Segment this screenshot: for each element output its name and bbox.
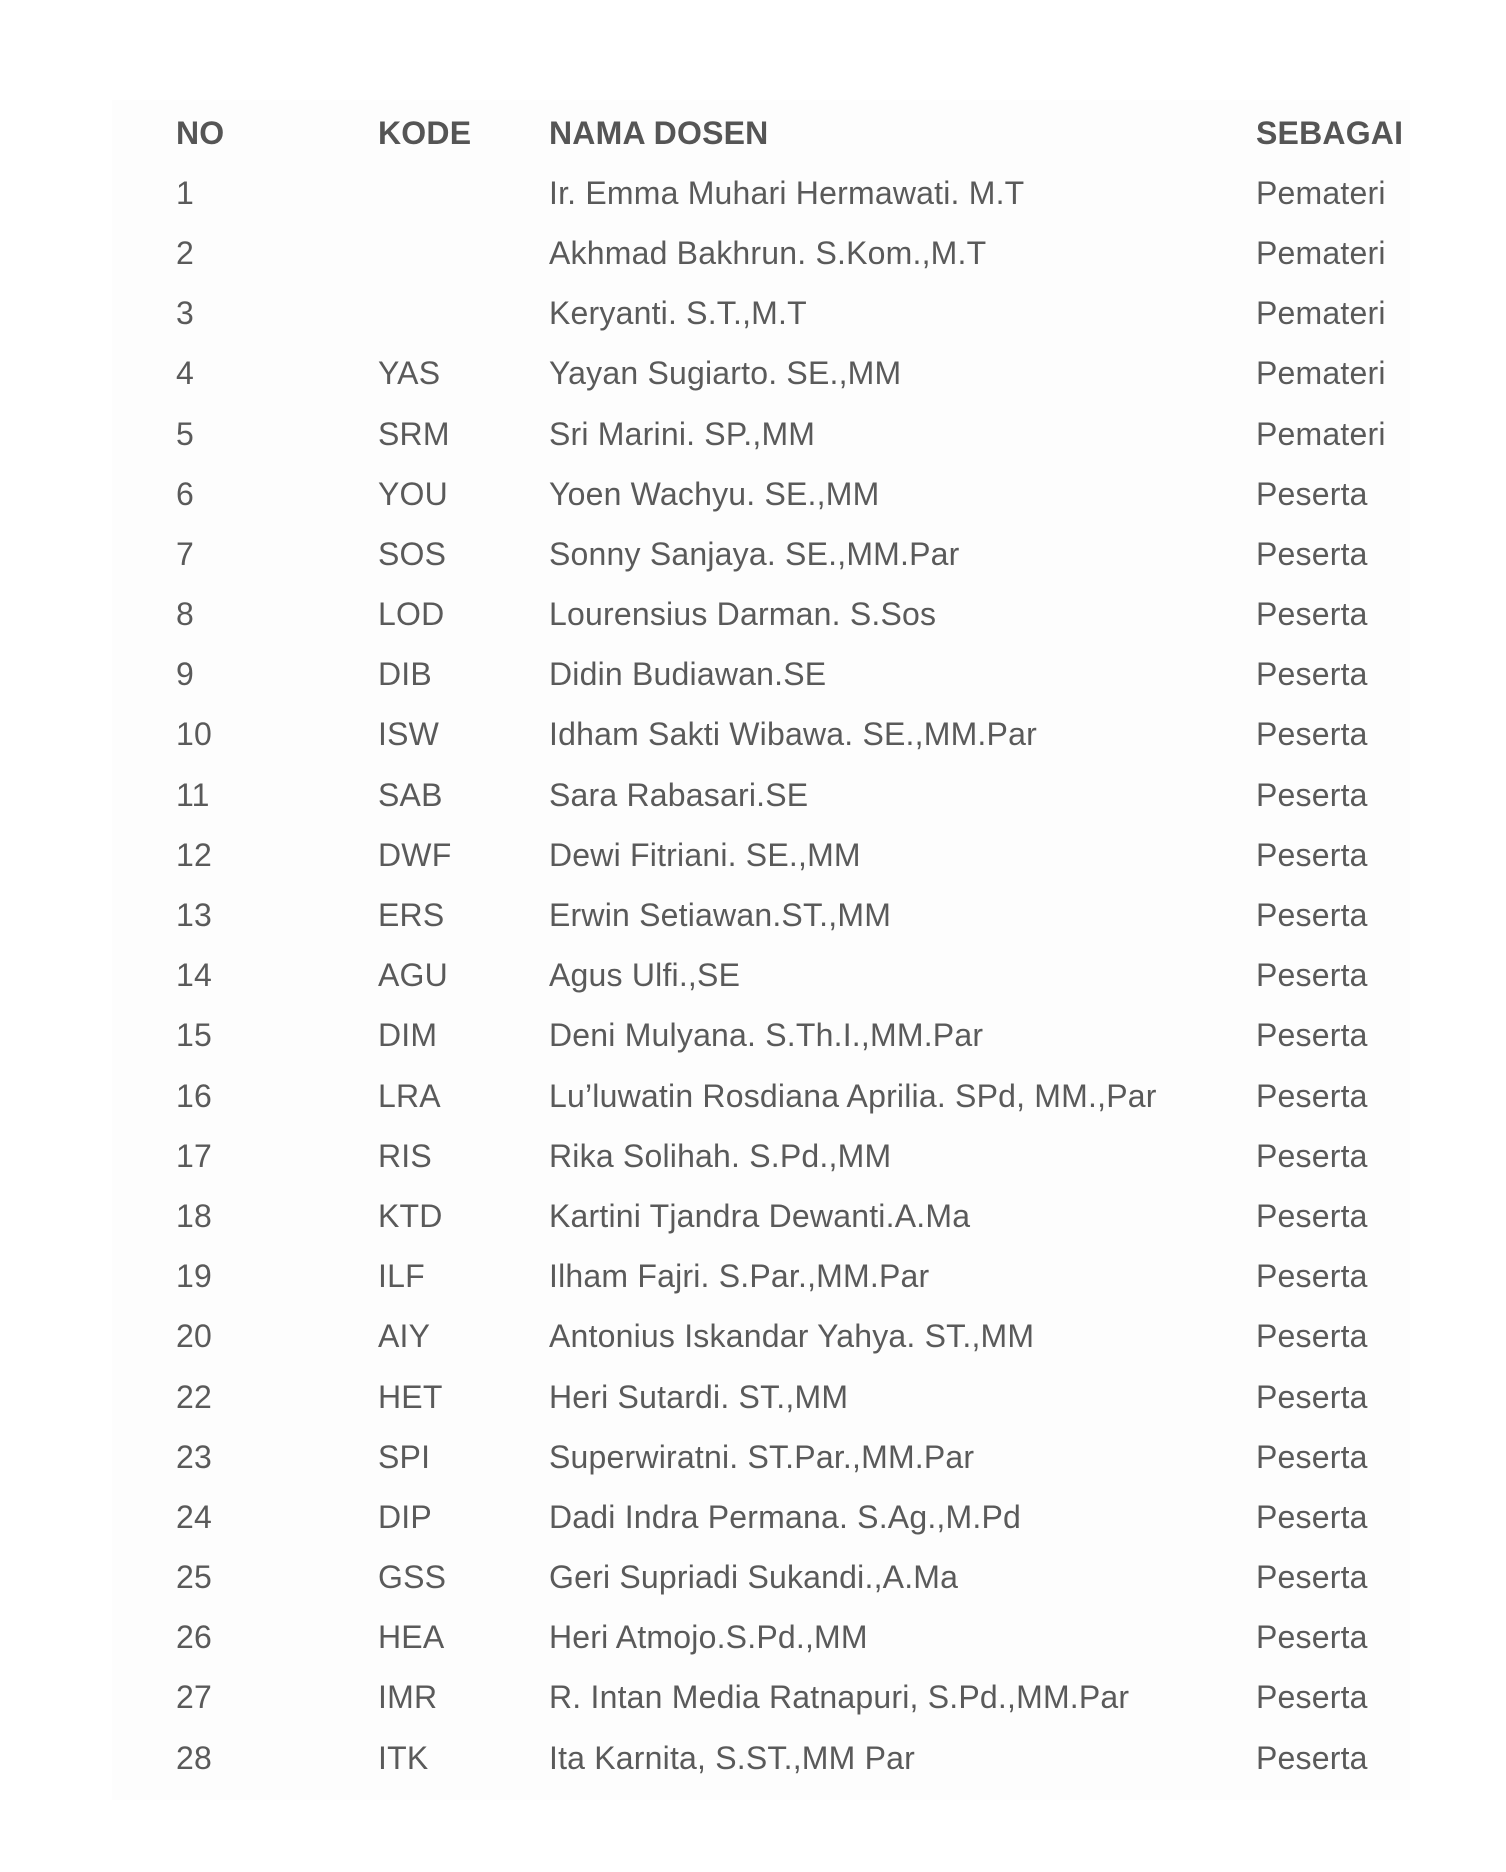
cell-no: 4 <box>176 355 194 392</box>
cell-nama-dosen: R. Intan Media Ratnapuri, S.Pd.,MM.Par <box>549 1679 1130 1716</box>
cell-nama-dosen: Yoen Wachyu. SE.,MM <box>549 475 880 512</box>
table-row <box>176 585 1406 645</box>
cell-no: 3 <box>176 295 194 332</box>
cell-no: 9 <box>176 656 194 693</box>
cell-sebagai: Peserta <box>1256 1378 1368 1415</box>
cell-sebagai: Peserta <box>1256 596 1368 633</box>
cell-nama-dosen: Lu’luwatin Rosdiana Aprilia. SPd, MM.,Par <box>549 1077 1157 1114</box>
cell-no: 11 <box>176 776 210 813</box>
header-sebagai: SEBAGAI <box>1256 114 1404 151</box>
cell-kode: DIP <box>378 1498 432 1535</box>
cell-no: 18 <box>176 1197 212 1234</box>
cell-kode <box>378 163 549 223</box>
cell-nama-dosen: Akhmad Bakhrun. S.Kom.,M.T <box>549 234 987 271</box>
cell-no: 7 <box>176 535 194 572</box>
cell-kode: GSS <box>378 1559 447 1596</box>
cell-no: 8 <box>176 596 194 633</box>
table-row <box>176 825 1406 885</box>
cell-no: 25 <box>176 1559 212 1596</box>
cell-nama-dosen: Antonius Iskandar Yahya. ST.,MM <box>549 1318 1035 1355</box>
cell-nama-dosen: Kartini Tjandra Dewanti.A.Ma <box>549 1197 971 1234</box>
cell-sebagai: Pemateri <box>1256 295 1386 332</box>
table-row <box>176 705 1406 765</box>
table-row <box>176 1307 1406 1367</box>
cell-sebagai: Pemateri <box>1256 355 1386 392</box>
cell-no: 5 <box>176 415 194 452</box>
cell-nama-dosen: Erwin Setiawan.ST.,MM <box>549 897 892 934</box>
cell-nama-dosen: Ir. Emma Muhari Hermawati. M.T <box>549 174 1025 211</box>
cell-kode: ISW <box>378 716 440 753</box>
cell-no: 17 <box>176 1137 212 1174</box>
lecturer-table <box>176 103 1406 1788</box>
cell-nama-dosen: Dadi Indra Permana. S.Ag.,M.Pd <box>549 1498 1021 1535</box>
cell-nama-dosen: Rika Solihah. S.Pd.,MM <box>549 1137 892 1174</box>
table-row <box>176 223 1406 283</box>
cell-no: 28 <box>176 1739 212 1776</box>
cell-kode: SPI <box>378 1438 431 1475</box>
table-header-row <box>176 103 1406 163</box>
table-row <box>176 1367 1406 1427</box>
table-row <box>176 163 1406 223</box>
table-row <box>176 1126 1406 1186</box>
table-body <box>176 163 1406 1788</box>
cell-sebagai: Peserta <box>1256 1077 1368 1114</box>
table-row <box>176 1247 1406 1307</box>
cell-sebagai: Peserta <box>1256 1559 1368 1596</box>
cell-kode: RIS <box>378 1137 432 1174</box>
table-row <box>176 1608 1406 1668</box>
cell-kode: DWF <box>378 836 452 873</box>
cell-nama-dosen: Keryanti. S.T.,M.T <box>549 295 807 332</box>
table-row <box>176 1668 1406 1728</box>
cell-no: 15 <box>176 1017 212 1054</box>
table-row <box>176 645 1406 705</box>
table-row <box>176 1066 1406 1126</box>
table-row <box>176 1006 1406 1066</box>
cell-no: 16 <box>176 1077 212 1114</box>
cell-kode: AGU <box>378 957 448 994</box>
cell-sebagai: Peserta <box>1256 1438 1368 1475</box>
cell-no: 2 <box>176 234 194 271</box>
cell-no: 13 <box>176 897 212 934</box>
cell-no: 19 <box>176 1258 212 1295</box>
cell-kode: YOU <box>378 475 448 512</box>
cell-kode: ILF <box>378 1258 425 1295</box>
cell-kode: SOS <box>378 535 447 572</box>
cell-no: 23 <box>176 1438 212 1475</box>
cell-sebagai: Peserta <box>1256 1197 1368 1234</box>
cell-no: 1 <box>176 174 194 211</box>
table-row <box>176 344 1406 404</box>
table-row <box>176 885 1406 945</box>
cell-sebagai: Peserta <box>1256 475 1368 512</box>
cell-kode: LRA <box>378 1077 441 1114</box>
cell-sebagai: Peserta <box>1256 1137 1368 1174</box>
cell-sebagai: Peserta <box>1256 1619 1368 1656</box>
cell-kode: DIB <box>378 656 432 693</box>
cell-kode: DIM <box>378 1017 438 1054</box>
cell-nama-dosen: Sonny Sanjaya. SE.,MM.Par <box>549 535 960 572</box>
header-kode: KODE <box>378 114 472 151</box>
cell-nama-dosen: Didin Budiawan.SE <box>549 656 827 693</box>
cell-nama-dosen: Yayan Sugiarto. SE.,MM <box>549 355 902 392</box>
cell-no: 14 <box>176 957 212 994</box>
table-row <box>176 284 1406 344</box>
cell-sebagai: Peserta <box>1256 1739 1368 1776</box>
cell-sebagai: Peserta <box>1256 776 1368 813</box>
cell-kode: ERS <box>378 897 445 934</box>
cell-nama-dosen: Idham Sakti Wibawa. SE.,MM.Par <box>549 716 1037 753</box>
cell-sebagai: Peserta <box>1256 656 1368 693</box>
cell-nama-dosen: Lourensius Darman. S.Sos <box>549 596 937 633</box>
table-row <box>176 1487 1406 1547</box>
cell-nama-dosen: Heri Sutardi. ST.,MM <box>549 1378 849 1415</box>
cell-kode: SAB <box>378 776 443 813</box>
cell-sebagai: Peserta <box>1256 957 1368 994</box>
cell-sebagai: Peserta <box>1256 836 1368 873</box>
cell-nama-dosen: Superwiratni. ST.Par.,MM.Par <box>549 1438 975 1475</box>
cell-no: 27 <box>176 1679 212 1716</box>
table-row <box>176 1427 1406 1487</box>
cell-no: 26 <box>176 1619 212 1656</box>
cell-no: 12 <box>176 836 212 873</box>
table-row <box>176 404 1406 464</box>
table-row <box>176 524 1406 584</box>
cell-kode: IMR <box>378 1679 438 1716</box>
cell-nama-dosen: Ita Karnita, S.ST.,MM Par <box>549 1739 915 1776</box>
cell-kode: SRM <box>378 415 450 452</box>
cell-nama-dosen: Sri Marini. SP.,MM <box>549 415 816 452</box>
cell-kode: HET <box>378 1378 443 1415</box>
cell-sebagai: Peserta <box>1256 1679 1368 1716</box>
header-no: NO <box>176 114 225 151</box>
cell-sebagai: Peserta <box>1256 1318 1368 1355</box>
cell-no: 20 <box>176 1318 212 1355</box>
cell-kode <box>378 223 549 283</box>
table-row <box>176 1548 1406 1608</box>
cell-sebagai: Peserta <box>1256 1498 1368 1535</box>
cell-nama-dosen: Dewi Fitriani. SE.,MM <box>549 836 861 873</box>
table-row <box>176 1186 1406 1246</box>
cell-nama-dosen: Geri Supriadi Sukandi.,A.Ma <box>549 1559 959 1596</box>
cell-kode: HEA <box>378 1619 445 1656</box>
cell-nama-dosen: Sara Rabasari.SE <box>549 776 809 813</box>
cell-sebagai: Pemateri <box>1256 415 1386 452</box>
cell-kode: AIY <box>378 1318 431 1355</box>
cell-nama-dosen: Agus Ulfi.,SE <box>549 957 741 994</box>
cell-no: 24 <box>176 1498 212 1535</box>
cell-no: 10 <box>176 716 212 753</box>
table-row <box>176 1728 1406 1788</box>
cell-kode: YAS <box>378 355 441 392</box>
cell-sebagai: Pemateri <box>1256 174 1386 211</box>
cell-sebagai: Peserta <box>1256 716 1368 753</box>
table-row <box>176 765 1406 825</box>
header-nama-dosen: NAMA DOSEN <box>549 114 769 151</box>
cell-sebagai: Peserta <box>1256 1258 1368 1295</box>
cell-kode <box>378 284 549 344</box>
cell-no: 22 <box>176 1378 212 1415</box>
cell-nama-dosen: Heri Atmojo.S.Pd.,MM <box>549 1619 868 1656</box>
cell-sebagai: Peserta <box>1256 897 1368 934</box>
cell-kode: LOD <box>378 596 445 633</box>
cell-nama-dosen: Ilham Fajri. S.Par.,MM.Par <box>549 1258 930 1295</box>
table-row <box>176 464 1406 524</box>
cell-sebagai: Pemateri <box>1256 234 1386 271</box>
cell-sebagai: Peserta <box>1256 535 1368 572</box>
table-row <box>176 946 1406 1006</box>
cell-kode: ITK <box>378 1739 429 1776</box>
cell-sebagai: Peserta <box>1256 1017 1368 1054</box>
cell-no: 6 <box>176 475 194 512</box>
cell-nama-dosen: Deni Mulyana. S.Th.I.,MM.Par <box>549 1017 984 1054</box>
cell-kode: KTD <box>378 1197 443 1234</box>
